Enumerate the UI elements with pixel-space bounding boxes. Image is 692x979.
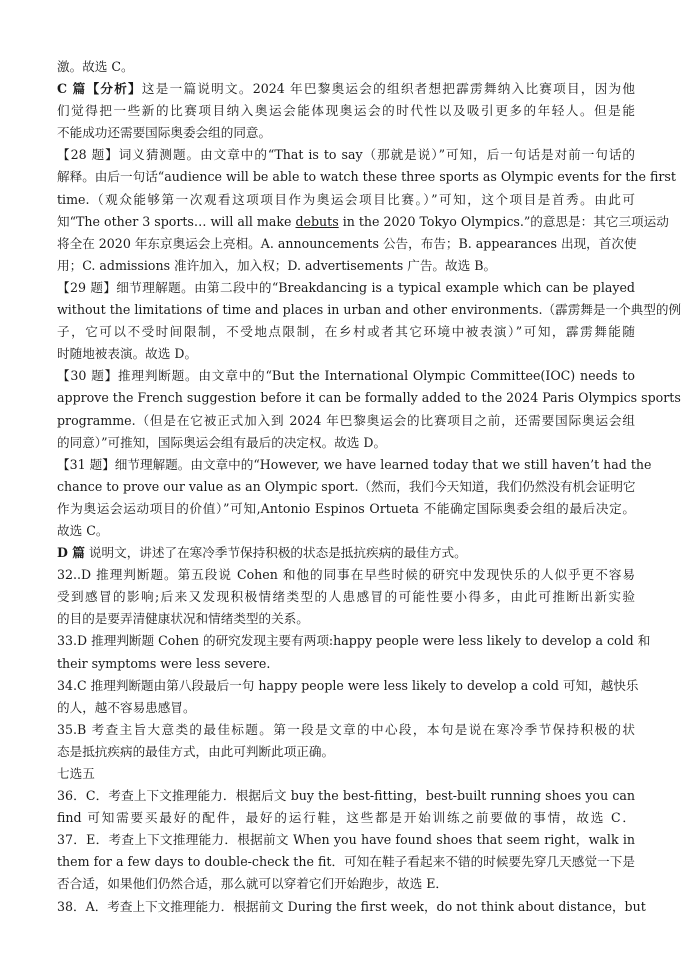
line-text: 这是一篇说明文。2024 年巴黎奥运会的组织者想把霹雳舞纳入比赛项目，因为他 — [141, 81, 635, 97]
text-line — [57, 277, 635, 299]
text-line — [57, 719, 635, 741]
line-text: 的目的是要弄清健康状况和情绪类型的关系。 — [57, 611, 309, 627]
text-line — [57, 586, 635, 608]
line-text: 35.B 考查主旨大意类的最佳标题。第一段是文章的中心段，本句是说在寒冷季节保持积极的状 — [57, 721, 635, 737]
line-text: 不能成功还需要国际奥委会组的同意。 — [57, 125, 272, 141]
line-text: time.（观众能够第一次观看这项项目作为奥运会项目比赛。）”可知，这个项目是首秀。由此可 — [57, 191, 635, 207]
text-line — [57, 564, 635, 586]
text-line — [57, 498, 635, 520]
text-line — [57, 144, 635, 166]
line-text: 激。故选 C。 — [57, 59, 134, 74]
text-line — [57, 785, 635, 807]
text-line — [57, 321, 635, 343]
line-text: 用；C. admissions 准许加入，加入权；D. advertisements 广告。故选 B。 — [57, 257, 497, 273]
line-text: chance to prove our value as an Olympic sport.（然而，我们今天知道，我们仍然没有机会证明它 — [57, 478, 636, 494]
line-text: 【29 题】细节理解题。由第二段中的“Breakdancing is a typical example which can be played — [57, 279, 635, 295]
underlined-word: debuts — [295, 213, 339, 229]
line-text: them for a few days to double-check the fit．可知在鞋子看起来不错的时候要先穿几天感觉一下是 — [57, 854, 635, 870]
text-line — [57, 78, 635, 100]
line-text: 34.C 推理判断题由第八段最后一句 happy people were less likely to develop a cold 可知，越快乐 — [57, 677, 639, 693]
text-line — [57, 211, 669, 233]
line-text: 36．C．考查上下文推理能力．根据后文 buy the best-fitting，best-built running shoes you can — [57, 788, 635, 804]
text-line — [57, 675, 639, 697]
line-text: 作为奥运会运动项目的价值）”可知,Antonio Espinos Ortueta 不能确定国际奥委会组的最后决定。 — [57, 500, 635, 516]
text-line — [57, 851, 635, 873]
text-line — [57, 189, 635, 211]
text-line — [57, 387, 681, 409]
text-line — [57, 233, 635, 255]
line-text: programme.（但是在它被正式加入到 2024 年巴黎奥运会的比赛项目之前，还需要国际奥运会组 — [57, 412, 635, 428]
line-text: 受到感冒的影响;后来又发现积极情绪类型的人患感冒的可能性要小得多，由此可推断出新实验 — [57, 589, 635, 605]
text-line — [57, 100, 635, 122]
text-line — [57, 741, 635, 763]
line-text: 33.D 推理判断题 Cohen 的研究发现主要有两项:happy people were less likely to develop a cold 和 — [57, 633, 651, 649]
text-line — [57, 763, 635, 785]
line-text: 【31 题】细节理解题。由文章中的“However, we have learned today that we still haven’t had the — [57, 456, 652, 472]
line-text: 故选 C。 — [57, 522, 109, 538]
text-line — [57, 122, 635, 144]
text-line — [57, 608, 635, 630]
text-line — [57, 829, 635, 851]
line-text: 否合适，如果他们仍然合适，那么就可以穿着它们开始跑步，故选 E． — [57, 876, 449, 892]
line-text: 的人，越不容易患感冒。 — [57, 699, 196, 715]
text-line — [57, 653, 635, 675]
text-line — [57, 542, 635, 564]
line-text: 32..D 推理判断题。第五段说 Cohen 和他的同事在早些时候的研究中发现快乐的人似乎更不容易 — [57, 567, 635, 583]
line-text: 时随地被表演。故选 D。 — [57, 346, 198, 362]
text-line — [57, 255, 635, 277]
line-text: 们觉得把一些新的比赛项目纳入奥运会能体现奥运会的时代性以及吸引更多的年轻人。但是能 — [57, 103, 635, 119]
text-line — [57, 56, 635, 78]
line-text: without the limitations of time and places in urban and other environments.（霹雳舞是一个典型的例 — [57, 302, 682, 318]
text-line — [57, 476, 635, 498]
text-line — [57, 873, 635, 895]
line-text: 解释。由后一句话“audience will be able to watch these three sports as Olympic events for the first — [57, 169, 676, 185]
line-text: 的同意）”可推知，国际奥运会组有最后的决定权。故选 D。 — [57, 434, 387, 450]
text-line — [57, 299, 682, 321]
text-line — [57, 454, 652, 476]
text-line — [57, 697, 635, 719]
section-heading: C 篇【分析】 — [57, 81, 142, 97]
line-text: 态是抵抗疾病的最佳方式，由此可判断此项正确。 — [57, 743, 335, 759]
text-line — [57, 432, 635, 454]
line-text-pre: 知“The other 3 sports… will all make — [57, 213, 296, 229]
line-text: 说明文，讲述了在寒冷季节保持积极的状态是抵抗疾病的最佳方式。 — [84, 545, 467, 561]
line-text: their symptoms were less severe. — [57, 655, 271, 671]
text-line — [57, 365, 635, 387]
line-text: 38．A．考查上下文推理能力．根据前文 During the first week，do not think about distance，but — [57, 898, 646, 914]
text-line — [57, 630, 651, 652]
line-text: 将全在 2020 年东京奥运会上亮相。A. announcements 公告，布告；B. appearances 出现，首次使 — [57, 235, 637, 251]
text-line — [57, 410, 635, 432]
text-line — [57, 807, 635, 829]
line-text: 【28 题】词义猜测题。由文章中的“That is to say（那就是说）”可知，后一句话是对前一句话的 — [57, 147, 635, 163]
line-text: find 可知需要买最好的配件，最好的运行鞋，这些都是开始训练之前要做的事情，故选 C． — [57, 810, 635, 826]
line-text: in the 2020 Tokyo Olympics.”的意思是：其它三项运动 — [338, 213, 669, 229]
line-text: 七选五 — [57, 766, 95, 781]
text-line — [57, 343, 635, 365]
line-text: 【30 题】推理判断题。由文章中的“But the International Olympic Committee(IOC) needs to — [57, 368, 635, 384]
text-line — [57, 896, 646, 918]
text-line — [57, 166, 676, 188]
text-line — [57, 520, 635, 542]
line-text: approve the French suggestion before it can be formally added to the 2024 Paris Olympics sports — [57, 390, 681, 406]
section-heading: D 篇 — [57, 545, 85, 561]
line-text: 37．E．考查上下文推理能力．根据前文 When you have found shoes that seem right，walk in — [57, 832, 635, 848]
line-text: 子，它可以不受时间限制，不受地点限制，在乡村或者其它环境中被表演）”可知，霹雳舞能随 — [57, 324, 635, 340]
